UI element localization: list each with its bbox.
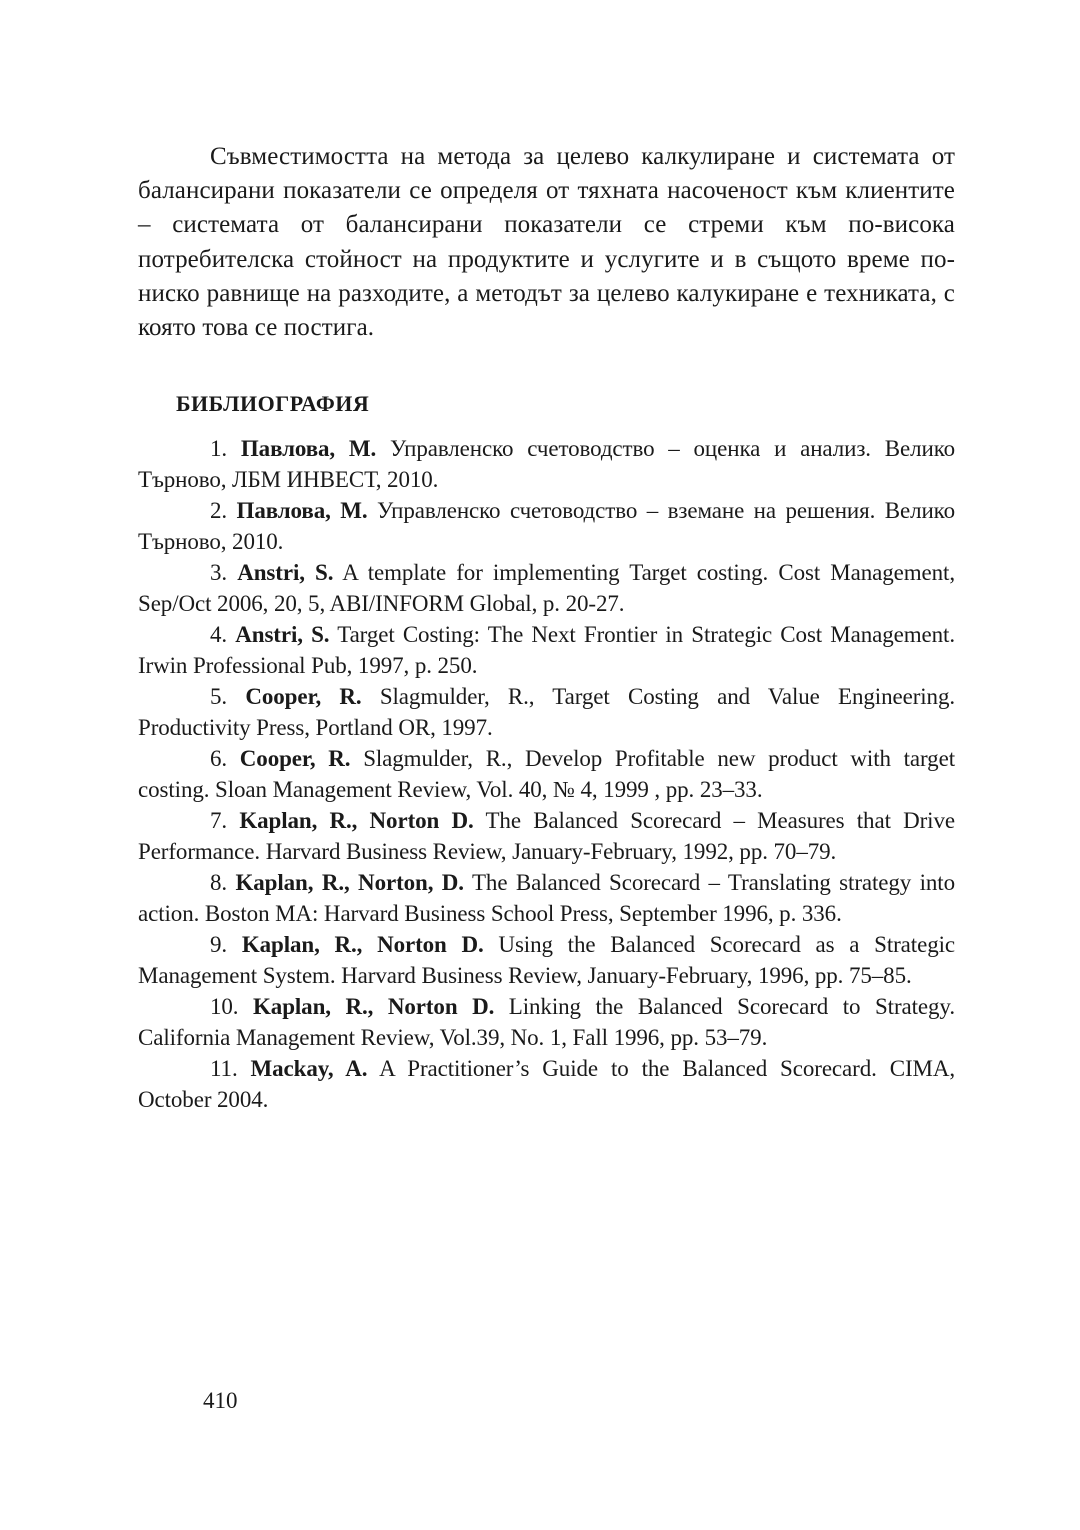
item-number: 8.: [210, 870, 236, 896]
bibliography-item: [138, 557, 955, 619]
item-author: Kaplan, R., Norton D.: [239, 808, 474, 834]
item-author: Anstri, S.: [235, 622, 330, 648]
bibliography-item: [138, 743, 955, 805]
item-number: 11.: [210, 1056, 251, 1082]
item-number: 9.: [210, 932, 242, 958]
item-author: Павлова, М.: [240, 436, 377, 462]
item-author: Cooper, R.: [245, 684, 362, 710]
bibliography-item: [138, 1053, 955, 1115]
item-text: Linking the Balanced Scorecard to Strategy. California Management Review, Vol.39, No. 1, Fall 1996, pp. 53–79.: [138, 994, 955, 1051]
item-author: Cooper, R.: [239, 746, 351, 772]
page-content: [138, 140, 955, 1115]
item-text: A Practitioner’s Guide to the Balanced Scorecard. CIMA, October 2004.: [138, 1056, 956, 1113]
bibliography-item: [138, 867, 955, 929]
item-number: 10.: [210, 994, 254, 1020]
bibliography-item: [138, 495, 955, 557]
item-text: Управленско счетоводство – вземане на решения. Велико Търново, 2010.: [138, 498, 955, 555]
item-text: The Balanced Scorecard – Measures that Drive Performance. Harvard Business Review, January-February, 1992, pp. 70–79.: [138, 808, 955, 865]
page-number: 410: [203, 1388, 238, 1413]
item-number: 4.: [210, 622, 236, 648]
item-author: Kaplan, R., Norton, D.: [235, 870, 464, 896]
bibliography-item: [138, 681, 955, 743]
item-number: 6.: [210, 746, 240, 772]
item-author: Kaplan, R., Norton D.: [241, 932, 484, 958]
bibliography-item: [138, 433, 955, 495]
item-text: Управленско счетоводство – оценка и анализ. Велико Търново, ЛБМ ИНВЕСТ, 2010.: [138, 436, 956, 493]
bibliography-item: [138, 991, 955, 1053]
item-text: A template for implementing Target costing. Cost Management, Sep/Oct 2006, 20, 5, ABI/INFORM Global, p. 20-27.: [138, 560, 956, 617]
item-number: 1.: [210, 436, 241, 462]
item-author: Mackay, A.: [250, 1056, 368, 1082]
item-author: Anstri, S.: [237, 560, 334, 586]
item-text: Target Costing: The Next Frontier in Strategic Cost Management. Irwin Professional Pub, 1997, p. 250.: [138, 622, 955, 679]
item-text: Slagmulder, R., Target Costing and Value Engineering. Productivity Press, Portland OR, 1997.: [138, 684, 955, 741]
body-paragraph: Съвместимостта на метода за целево калкулиране и системата от балансирани показатели се определя от тяхната насоченост към клиентите – системата от балансирани показатели се стреми към по-висока потребителска стойност на продуктите и услугите и в същото време по-ниско равнище на разходите, а методът за целево калукиране е техниката, с която това се постига.: [138, 143, 955, 342]
item-text: Slagmulder, R., Develop Profitable new product with target costing. Sloan Management Review, Vol. 40, № 4, 1999 , pp. 23–33.: [138, 746, 955, 803]
item-number: 2.: [210, 498, 237, 524]
item-number: 3.: [210, 560, 238, 586]
item-number: 7.: [210, 808, 240, 834]
bibliography-heading: БИБЛИОГРАФИЯ: [176, 391, 370, 417]
item-author: Kaplan, R., Norton D.: [253, 994, 495, 1020]
item-author: Павлова, М.: [236, 498, 368, 524]
item-text: The Balanced Scorecard – Translating strategy into action. Boston MA: Harvard Business School Press, September 1996, p. 336.: [138, 870, 955, 927]
bibliography-item: [138, 619, 955, 681]
bibliography-item: [138, 929, 955, 991]
item-text: Using the Balanced Scorecard as a Strategic Management System. Harvard Business Review, January-February, 1996, pp. 75–85.: [138, 932, 955, 989]
item-number: 5.: [210, 684, 246, 710]
bibliography-item: [138, 805, 955, 867]
bibliography-list: [138, 433, 955, 1115]
